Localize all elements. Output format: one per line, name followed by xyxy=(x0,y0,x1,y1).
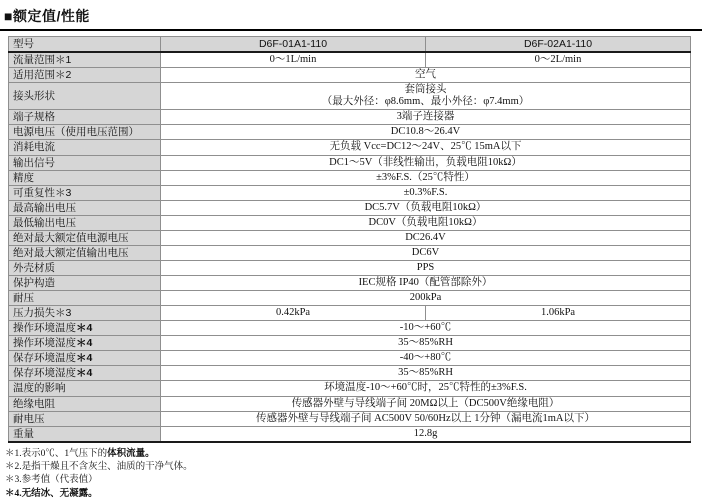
table-row-insulation-resistance xyxy=(9,396,691,411)
spec-value-line: 套筒接头 xyxy=(404,84,447,96)
row-label-text: 压力损失 xyxy=(13,307,55,320)
footnote-3: ＊3.参考值（代表值） xyxy=(5,475,98,486)
table-row-abs-max-output-voltage xyxy=(9,245,691,260)
row-label xyxy=(9,336,161,351)
spec-value: 0～2L/min xyxy=(426,52,691,68)
row-label: 耐压 xyxy=(9,291,161,306)
header-model-2: D6F-02A1-110 xyxy=(426,37,691,53)
spec-value: PPS xyxy=(161,260,691,275)
row-label xyxy=(9,351,161,366)
table-header-row xyxy=(9,37,691,53)
row-label: 保护构造 xyxy=(9,276,161,291)
spec-value: 12.8g xyxy=(161,426,691,442)
footnote-1-bold-text: 体积流量。 xyxy=(107,448,155,459)
row-label: 电源电压（使用电压范围） xyxy=(9,125,161,140)
row-label: 外壳材质 xyxy=(9,260,161,275)
spec-value: DC10.8～26.4V xyxy=(161,125,691,140)
row-label: 绝对最大额定值电源电压 xyxy=(9,230,161,245)
row-label-text: 保存环境温度 xyxy=(13,352,76,365)
spec-value: DC1～5V（非线性输出，负载电阻10kΩ） xyxy=(161,155,691,170)
table-row-applicable-range xyxy=(9,68,691,83)
row-label xyxy=(9,366,161,381)
table-row-weight xyxy=(9,426,691,442)
header-model-label: 型号 xyxy=(9,37,161,53)
table-row-operating-humidity xyxy=(9,336,691,351)
footnotes xyxy=(5,448,702,499)
spec-value: DC0V（负载电阻10kΩ） xyxy=(161,215,691,230)
spec-value: 35～85%RH xyxy=(161,366,691,381)
row-label-text: 流量范围 xyxy=(13,54,55,67)
header-model-1: D6F-01A1-110 xyxy=(161,37,426,53)
row-label-text: 适用范围 xyxy=(13,69,55,82)
footnote-marker: ＊4 xyxy=(76,367,93,380)
row-label-text: 操作环境湿度 xyxy=(13,337,76,350)
row-label: 温度的影响 xyxy=(9,381,161,396)
spec-value: DC26.4V xyxy=(161,230,691,245)
footnote-1 xyxy=(5,448,702,461)
footnote-2: ＊2.是指干燥且不含灰尘、油质的干净气体。 xyxy=(5,461,193,472)
title-rule xyxy=(0,29,702,31)
table-row-current-consumption xyxy=(9,140,691,155)
footnote-marker: ＊3 xyxy=(55,307,72,320)
table-row-terminal-spec xyxy=(9,110,691,125)
spec-value: 传感器外壁与导线端子间 20MΩ以上（DC500V绝缘电阻） xyxy=(161,396,691,411)
spec-value: 35～85%RH xyxy=(161,336,691,351)
spec-value: 200kPa xyxy=(161,291,691,306)
spec-value: IEC规格 IP40（配管部除外） xyxy=(161,276,691,291)
table-row-operating-temp xyxy=(9,321,691,336)
row-label: 消耗电流 xyxy=(9,140,161,155)
footnote-4: ＊4.无结冰、无凝露。 xyxy=(5,488,98,499)
spec-value: 环境温度-10～+60℃时，25℃特性的±3%F.S. xyxy=(161,381,691,396)
spec-value: 传感器外壁与导线端子间 AC500V 50/60Hz以上 1分钟（漏电流1mA以下） xyxy=(161,411,691,426)
spec-value: -40～+80℃ xyxy=(161,351,691,366)
row-label-text: 保存环境湿度 xyxy=(13,367,76,380)
table-row-repeatability xyxy=(9,185,691,200)
row-label: 绝对最大额定值输出电压 xyxy=(9,245,161,260)
row-label: 耐电压 xyxy=(9,411,161,426)
spec-value-line: （最大外径：φ8.6mm、最小外径：φ7.4mm） xyxy=(321,96,530,108)
footnote-marker: ＊4 xyxy=(76,337,93,350)
footnote-marker: ＊1 xyxy=(55,54,72,67)
table-row-accuracy xyxy=(9,170,691,185)
table-row-supply-voltage xyxy=(9,125,691,140)
spec-value: 3端子连接器 xyxy=(161,110,691,125)
table-row-connector-shape xyxy=(9,83,691,110)
row-label-text: 可重复性 xyxy=(13,186,55,199)
spec-value: 1.06kPa xyxy=(426,306,691,321)
table-row-protection-structure xyxy=(9,276,691,291)
row-label: 重量 xyxy=(9,426,161,442)
spec-value: ±0.3%F.S. xyxy=(161,185,691,200)
row-label: 输出信号 xyxy=(9,155,161,170)
row-label: 最高输出电压 xyxy=(9,200,161,215)
row-label xyxy=(9,68,161,83)
table-row-flow-range xyxy=(9,52,691,68)
row-label: 精度 xyxy=(9,170,161,185)
table-row-pressure-loss xyxy=(9,306,691,321)
table-row-storage-humidity xyxy=(9,366,691,381)
table-row-temp-influence xyxy=(9,381,691,396)
page-title: ■额定值/性能 xyxy=(4,8,90,24)
footnote-marker: ＊4 xyxy=(76,322,93,335)
footnote-marker: ＊3 xyxy=(55,186,72,199)
spec-value: 空气 xyxy=(161,68,691,83)
row-label: 绝缘电阻 xyxy=(9,396,161,411)
row-label xyxy=(9,185,161,200)
row-label xyxy=(9,306,161,321)
ratings-performance-table xyxy=(8,36,691,443)
table-row-case-material xyxy=(9,260,691,275)
spec-value: DC5.7V（负载电阻10kΩ） xyxy=(161,200,691,215)
spec-value: ±3%F.S.（25℃特性） xyxy=(161,170,691,185)
spec-value: 0.42kPa xyxy=(161,306,426,321)
row-label xyxy=(9,52,161,68)
spec-value: 0～1L/min xyxy=(161,52,426,68)
row-label: 接头形状 xyxy=(9,83,161,110)
table-row-min-output-voltage xyxy=(9,215,691,230)
row-label: 端子规格 xyxy=(9,110,161,125)
table-row-dielectric-strength xyxy=(9,411,691,426)
spec-value: -10～+60℃ xyxy=(161,321,691,336)
row-label xyxy=(9,321,161,336)
table-row-output-signal xyxy=(9,155,691,170)
row-label: 最低输出电压 xyxy=(9,215,161,230)
spec-value: DC6V xyxy=(161,245,691,260)
footnote-marker: ＊4 xyxy=(76,352,93,365)
table-row-pressure-resistance xyxy=(9,291,691,306)
table-row-abs-max-supply-voltage xyxy=(9,230,691,245)
spec-value xyxy=(161,83,691,110)
table-row-max-output-voltage xyxy=(9,200,691,215)
table-row-storage-temp xyxy=(9,351,691,366)
spec-value: 无负载 Vcc=DC12～24V、25℃ 15mA以下 xyxy=(161,140,691,155)
footnote-1-text: ＊1.表示0℃、1气压下的 xyxy=(5,448,108,459)
footnote-marker: ＊2 xyxy=(55,69,72,82)
row-label-text: 操作环境温度 xyxy=(13,322,76,335)
